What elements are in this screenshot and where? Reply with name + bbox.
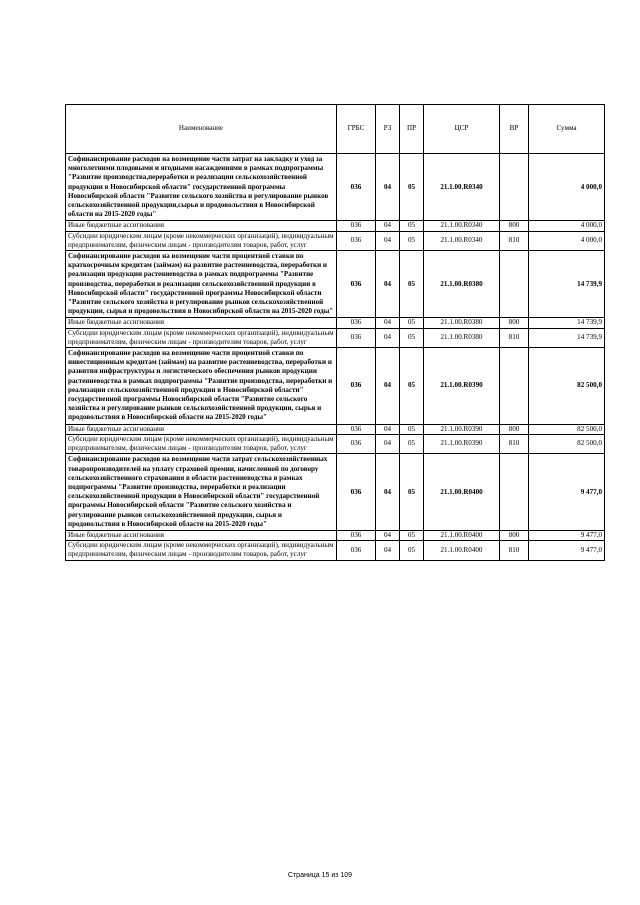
- row-grbs: 036: [337, 424, 376, 434]
- row-pr: 05: [400, 434, 424, 453]
- row-sum: 14 739,9: [529, 318, 605, 328]
- row-rz: 04: [376, 231, 400, 250]
- row-name: Софинансирование расходов на возмещение части затрат сельскохозяйственных товаропроизводителей на уплату страховой премии, начисленной по договору сельскохозяйственного страхования в области растениеводства в рамках подпрограммы "Развитие производства, переработки и реализации сельскохозяйственной продукции в Новосибирской области" государственной программы Новосибирской области "Развитие сельского хозяйства и регулирование рынков сельскохозяйственной продукции, сырья и продовольствия в Новосибирской области на 2015-2020 годы": [66, 454, 337, 531]
- row-name: Субсидии юридическим лицам (кроме некоммерческих организаций), индивидуальным предпринимателям, физическим лицам - производителям товаров, работ, услуг: [66, 434, 337, 453]
- table-header-row: [66, 105, 605, 154]
- row-vr: 810: [500, 541, 529, 560]
- row-rz: 04: [376, 424, 400, 434]
- row-rz: 04: [376, 454, 400, 531]
- header-name: Наименование: [66, 105, 337, 154]
- budget-table: [65, 104, 605, 561]
- row-pr: 05: [400, 328, 424, 347]
- row-csr: 21.1.00.R0390: [424, 424, 500, 434]
- row-rz: 04: [376, 251, 400, 318]
- row-rz: 04: [376, 154, 400, 221]
- row-pr: 05: [400, 221, 424, 231]
- row-sum: 9 477,0: [529, 541, 605, 560]
- row-name: Субсидии юридическим лицам (кроме некоммерческих организаций), индивидуальным предпринимателям, физическим лицам - производителям товаров, работ, услуг: [66, 231, 337, 250]
- row-vr: 810: [500, 231, 529, 250]
- row-sum: 14 739,9: [529, 328, 605, 347]
- table-row: [66, 231, 605, 250]
- row-csr: 21.1.00.R0380: [424, 318, 500, 328]
- row-rz: 04: [376, 318, 400, 328]
- table-row: [66, 348, 605, 425]
- row-pr: 05: [400, 231, 424, 250]
- row-grbs: 036: [337, 251, 376, 318]
- row-csr: 21.1.00.R0390: [424, 348, 500, 425]
- row-name: Иные бюджетные ассигнования: [66, 318, 337, 328]
- row-grbs: 036: [337, 221, 376, 231]
- row-vr: 800: [500, 424, 529, 434]
- row-pr: 05: [400, 424, 424, 434]
- row-vr: 800: [500, 318, 529, 328]
- row-sum: 4 000,0: [529, 231, 605, 250]
- row-pr: 05: [400, 251, 424, 318]
- row-rz: 04: [376, 348, 400, 425]
- table-row: [66, 154, 605, 221]
- row-grbs: 036: [337, 454, 376, 531]
- row-grbs: 036: [337, 154, 376, 221]
- row-sum: 9 477,0: [529, 454, 605, 531]
- row-vr: [500, 348, 529, 425]
- row-vr: [500, 154, 529, 221]
- row-csr: 21.1.00.R0340: [424, 231, 500, 250]
- row-grbs: 036: [337, 348, 376, 425]
- row-rz: 04: [376, 221, 400, 231]
- table-row: [66, 328, 605, 347]
- row-pr: 05: [400, 454, 424, 531]
- header-grbs: ГРБС: [337, 105, 376, 154]
- row-csr: 21.1.00.R0380: [424, 328, 500, 347]
- row-grbs: 036: [337, 231, 376, 250]
- header-sum: Сумма: [529, 105, 605, 154]
- header-rz: РЗ: [376, 105, 400, 154]
- row-name: Софинансирование расходов на возмещение части процентной ставки по краткосрочным кредитам (займам) на развитие растениеводства, переработки и реализации продукции растениеводства в рамках подпрограммы "Развитие производства, переработки и реализации сельскохозяйственной продукции в Новосибирской области" государственной программы Новосибирской области "Развитие сельского хозяйства и регулирование рынков сельскохозяйственной продукции, сырья и продовольствия в Новосибирской области на 2015-2020 годы": [66, 251, 337, 318]
- header-vr: ВР: [500, 105, 529, 154]
- row-rz: 04: [376, 328, 400, 347]
- row-grbs: 036: [337, 541, 376, 560]
- row-pr: 05: [400, 541, 424, 560]
- row-csr: 21.1.00.R0380: [424, 251, 500, 318]
- row-csr: 21.1.00.R0390: [424, 434, 500, 453]
- row-vr: [500, 251, 529, 318]
- table-row: [66, 251, 605, 318]
- row-csr: 21.1.00.R0400: [424, 454, 500, 531]
- row-name: Субсидии юридическим лицам (кроме некоммерческих организаций), индивидуальным предпринимателям, физическим лицам - производителям товаров, работ, услуг: [66, 541, 337, 560]
- row-pr: 05: [400, 530, 424, 540]
- row-sum: 82 500,0: [529, 434, 605, 453]
- row-vr: 800: [500, 530, 529, 540]
- row-rz: 04: [376, 541, 400, 560]
- table-row: [66, 434, 605, 453]
- row-pr: 05: [400, 318, 424, 328]
- row-csr: 21.1.00.R0340: [424, 221, 500, 231]
- header-csr: ЦСР: [424, 105, 500, 154]
- page-number-footer: Страница 15 из 109: [287, 872, 353, 879]
- row-name: Иные бюджетные ассигнования: [66, 424, 337, 434]
- header-pr: ПР: [400, 105, 424, 154]
- table-row: [66, 541, 605, 560]
- row-grbs: 036: [337, 434, 376, 453]
- table-row: [66, 530, 605, 540]
- row-vr: [500, 454, 529, 531]
- table-row: [66, 318, 605, 328]
- row-grbs: 036: [337, 328, 376, 347]
- row-name: Иные бюджетные ассигнования: [66, 221, 337, 231]
- row-name: Софинансирование расходов на возмещение части процентной ставки по инвестиционным кредитам (займам) на развитие растениеводства, переработки и развития инфраструктуры и логистического обеспечения рынков продукции растениеводства в рамках подпрограммы "Развитие производства, переработки и реализации сельскохозяйственной продукции в Новосибирской области" государственной программы Новосибирской области "Развитие сельского хозяйства и регулирование рынков сельскохозяйственной продукции, сырья и продовольствия в Новосибирской области на 2015-2020 годы": [66, 348, 337, 425]
- row-grbs: 036: [337, 318, 376, 328]
- row-grbs: 036: [337, 530, 376, 540]
- table-row: [66, 221, 605, 231]
- row-sum: 4 000,0: [529, 154, 605, 221]
- row-vr: 810: [500, 434, 529, 453]
- row-name: Субсидии юридическим лицам (кроме некоммерческих организаций), индивидуальным предпринимателям, физическим лицам - производителям товаров, работ, услуг: [66, 328, 337, 347]
- row-rz: 04: [376, 434, 400, 453]
- row-vr: 800: [500, 221, 529, 231]
- row-csr: 21.1.00.R0400: [424, 541, 500, 560]
- row-sum: 82 500,0: [529, 348, 605, 425]
- table-row: [66, 424, 605, 434]
- row-sum: 82 500,0: [529, 424, 605, 434]
- row-sum: 4 000,0: [529, 221, 605, 231]
- row-name: Иные бюджетные ассигнования: [66, 530, 337, 540]
- row-sum: 14 739,9: [529, 251, 605, 318]
- row-name: Софинансирование расходов на возмещение части затрат на закладку и уход за многолетними плодовыми и ягодными насаждениями в рамках подпрограммы "Развитие производства,переработки и реализации сельскохозяйственной продукции в Новосибирской области" государственной программы Новосибирской области "Развитие сельского хозяйства и регулирование рынков сельскохозяйственной продукции,сырья и продовольствия в Новосибирской области на 2015-2020 годы": [66, 154, 337, 221]
- row-sum: 9 477,0: [529, 530, 605, 540]
- row-rz: 04: [376, 530, 400, 540]
- row-pr: 05: [400, 154, 424, 221]
- table-row: [66, 454, 605, 531]
- row-csr: 21.1.00.R0340: [424, 154, 500, 221]
- row-pr: 05: [400, 348, 424, 425]
- row-csr: 21.1.00.R0400: [424, 530, 500, 540]
- row-vr: 810: [500, 328, 529, 347]
